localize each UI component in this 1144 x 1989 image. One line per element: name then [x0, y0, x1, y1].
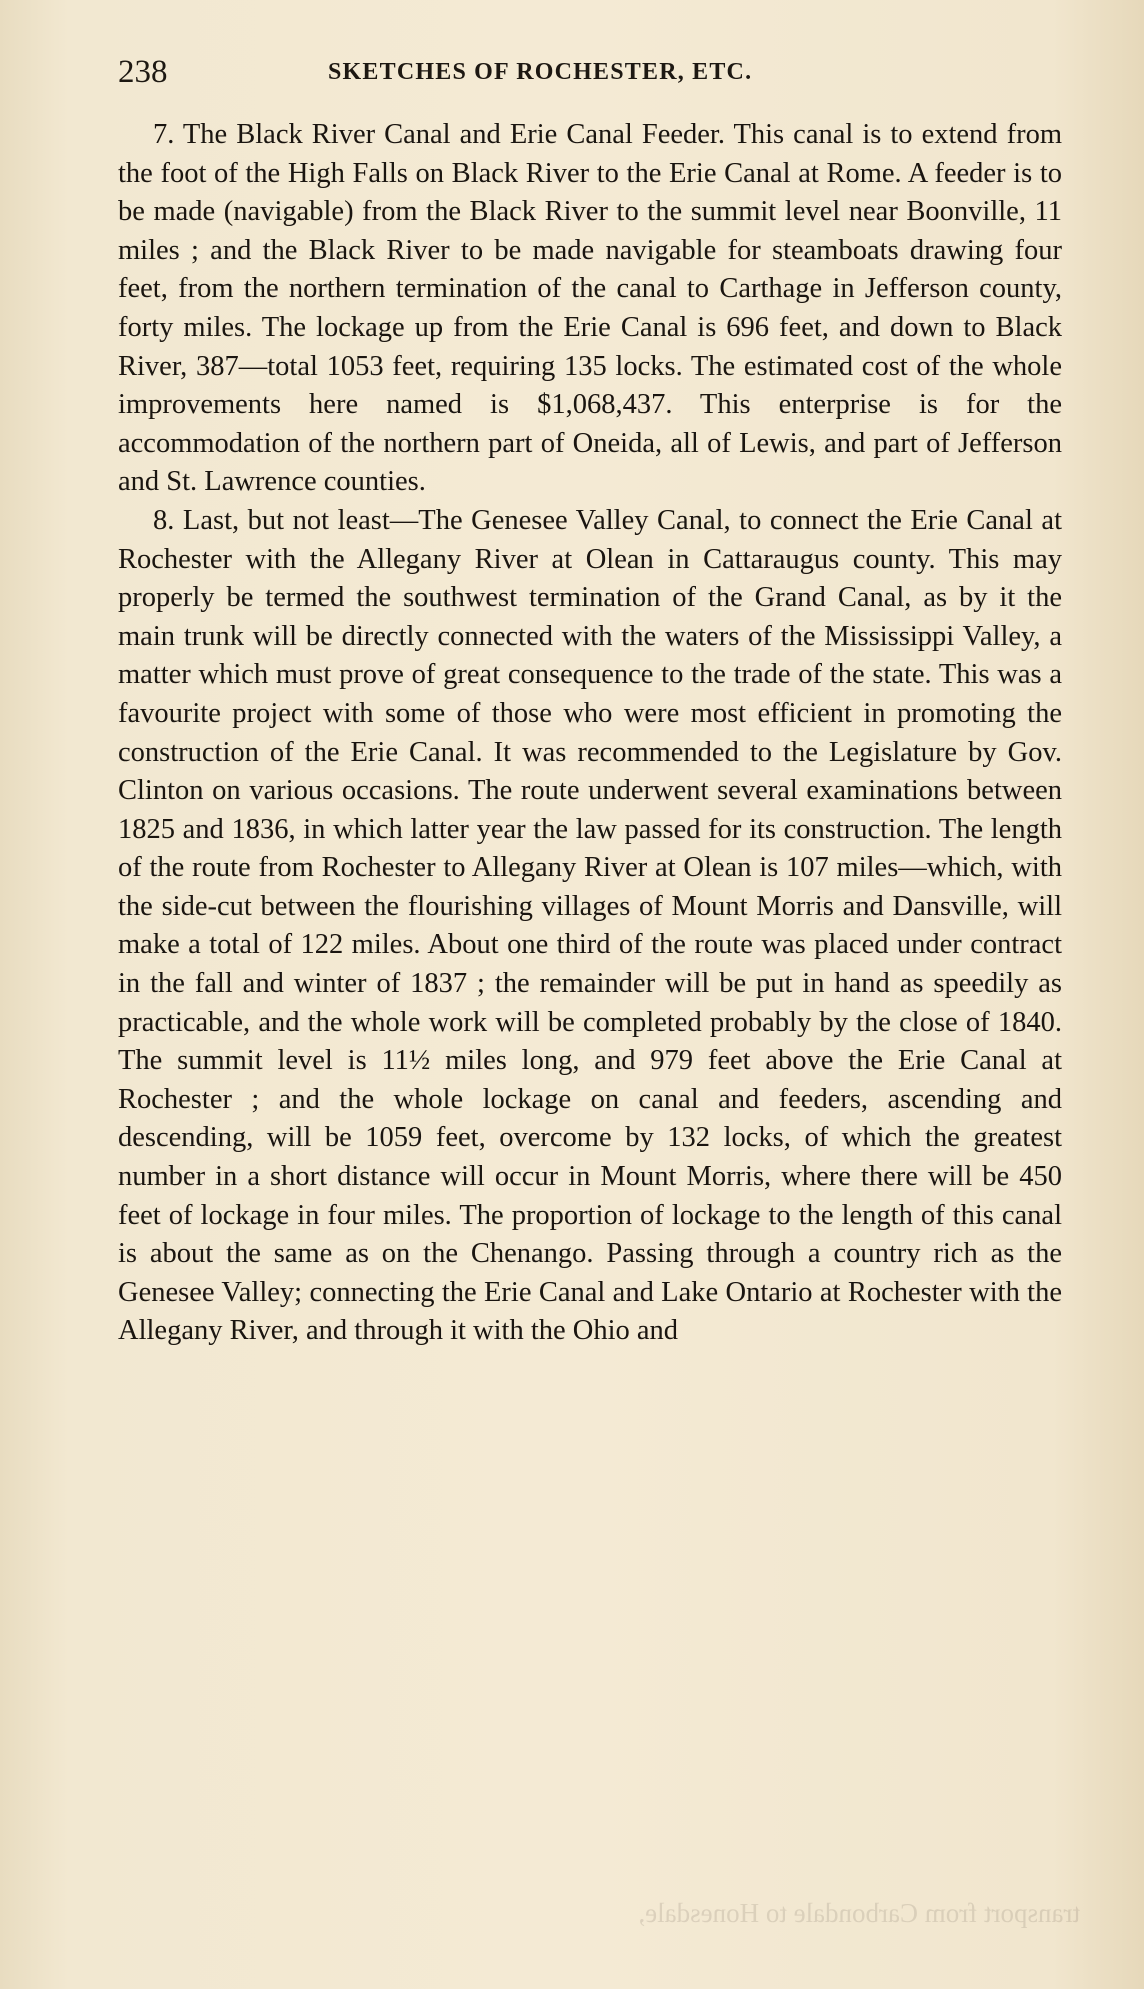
paragraph-black-river-canal: 7. The Black River Canal and Erie Canal Feeder. This canal is to extend from the foot of the High Falls on Black River to the Erie Canal at Rome. A feeder is to be made (navigable) from the Black River to the summit level near Boonville, 11 miles ; and the Black River to be made navigable for steamboats drawing four feet, from the northern termination of the canal to Carthage in Jefferson county, forty miles. The lockage up from the Erie Canal is 696 feet, and down to Black River, 387—total 1053 feet, requiring 135 locks. The estimated cost of the whole improvements here named is $1,068,437. This enterprise is for the accommodation of the northern part of Oneida, all of Lewis, and part of Jefferson and St. Lawrence counties.: [118, 119, 1062, 498]
page-number: 238: [118, 54, 168, 90]
paragraph-genesee-valley-canal: 8. Last, but not least—The Genesee Valley Canal, to connect the Erie Canal at Rochester with the Allegany River at Olean in Cattaraugus county. This may properly be termed the southwest termination of the Grand Canal, as by it the main trunk will be directly connected with the waters of the Mississippi Valley, a matter which must prove of great consequence to the trade of the state. This was a favourite project with some of those who were most efficient in promoting the construction of the Erie Canal. It was recommended to the Legislature by Gov. Clinton on various occasions. The route underwent several examinations between 1825 and 1836, in which latter year the law passed for its construction. The length of the route from Rochester to Allegany River at Olean is 107 miles—which, with the side-cut between the flourishing villages of Mount Morris and Dansville, will make a total of 122 miles. About one third of the route was placed under contract in the fall and winter of 1837 ; the remainder will be put in hand as speedily as practicable, and the whole work will be completed probably by the close of 1840. The summit level is 11½ miles long, and 979 feet above the Erie Canal at Rochester ; and the whole lockage on canal and feeders, ascending and descending, will be 1059 feet, overcome by 132 locks, of which the greatest number in a short distance will occur in Mount Morris, where there will be 450 feet of lockage in four miles. The proportion of lockage to the length of this canal is about the same as on the Chenango. Passing through a country rich as the Genesee Valley; connecting the Erie Canal and Lake Ontario at Rochester with the Allegany River, and through it with the Ohio and: [118, 504, 1062, 1347]
page-header: [118, 44, 1066, 100]
running-head: SKETCHES OF ROCHESTER, ETC.: [328, 59, 753, 85]
show-through-text: transport from Carbondale to Honesdale,: [638, 1898, 1080, 1928]
body-text: [118, 116, 1062, 1351]
